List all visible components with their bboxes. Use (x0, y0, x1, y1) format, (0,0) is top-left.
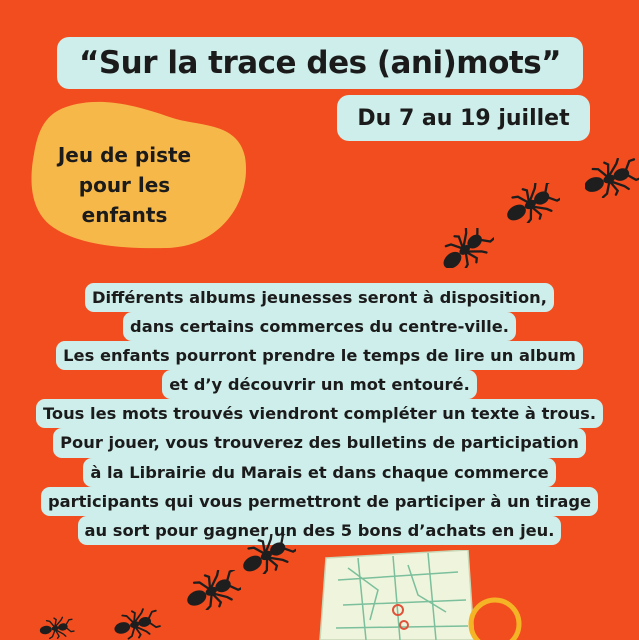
ant-icon (585, 158, 639, 198)
ant-icon (187, 570, 241, 610)
description-line: Tous les mots trouvés viendront compléter un texte à trous. (36, 399, 603, 428)
badge-line: Jeu de piste (57, 143, 192, 167)
description-line: Pour jouer, vous trouverez des bulletins de participation (53, 428, 586, 457)
badge-line: enfants (81, 203, 168, 227)
description-line: et d’y découvrir un mot entouré. (162, 370, 477, 399)
badge-line: pour les (78, 173, 171, 197)
ant-icon (440, 228, 494, 268)
description (0, 283, 639, 545)
event-dates: Du 7 au 19 juillet (337, 95, 590, 141)
description-line: Les enfants pourront prendre le temps de lire un album (56, 341, 583, 370)
description-line: au sort pour gagner un des 5 bons d’achats en jeu. (78, 516, 562, 545)
description-line: dans certains commerces du centre-ville. (123, 312, 516, 341)
ant-icon (110, 608, 164, 640)
description-line: participants qui vous permettront de participer à un tirage (41, 487, 598, 516)
map-icon (318, 550, 474, 640)
ant-icon (242, 534, 296, 574)
poster-title: “Sur la trace des (ani)mots” (57, 37, 583, 89)
description-line: à la Librairie du Marais et dans chaque commerce (83, 458, 555, 487)
description-line: Différents albums jeunesses seront à disposition, (85, 283, 554, 312)
ant-icon (30, 616, 84, 640)
ant-icon (506, 183, 560, 223)
magnifier-icon (462, 592, 528, 640)
badge-text (42, 140, 207, 230)
